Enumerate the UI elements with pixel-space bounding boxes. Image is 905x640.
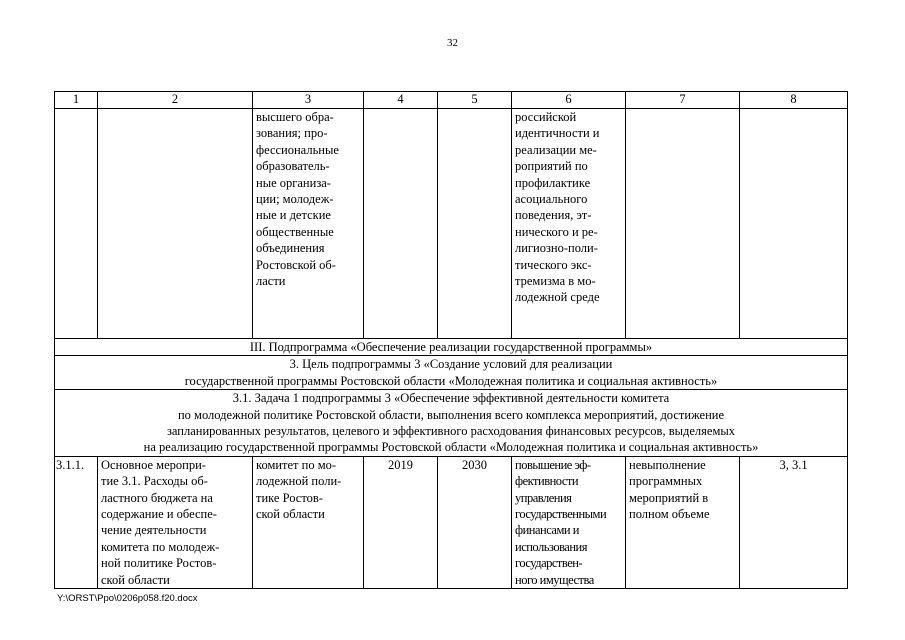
table-cell [626,109,740,339]
table-cell [740,109,848,339]
table-cell [98,109,253,339]
column-header: 3 [253,92,364,109]
table-cell [55,109,98,339]
goal-title: 3. Цель подпрограммы 3 «Создание условий для реализации государственной программы Ростовской области «Молодежная политика и социальная активность» [55,356,848,390]
column-header: 6 [512,92,626,109]
indicator-link-cell: 3, 3.1 [740,456,848,588]
section-row-subprogram [55,339,848,356]
table-cell [438,109,512,339]
consequences-cell: невыполнение программных мероприятий в полном объеме [626,456,740,588]
measure-name-cell: Основное меропри- тие 3.1. Расходы об- ластного бюджета на содержание и обеспе- чение деятельности комитета по молодеж- ной политике Ростов- ской области [98,456,253,588]
executor-cell: высшего обра- зования; про- фессиональные образователь- ные организа- ции; молодеж- ные и детские общественные объединения Ростовской об- ласти [253,109,364,339]
subprogram-title: III. Подпрограмма «Обеспечение реализации государственной программы» [55,339,848,356]
result-cell: российской идентичности и реализации ме- роприятий по профилактике асоциального поведения, эт- нического и ре- лигиозно-поли- тического экс- тремизма в мо- лодежной среде [512,109,626,339]
column-number-row [55,92,848,109]
column-header: 1 [55,92,98,109]
column-header: 7 [626,92,740,109]
executor-cell: комитет по мо- лодежной поли- тике Ростов- ской области [253,456,364,588]
start-year-cell: 2019 [364,456,438,588]
column-header: 2 [98,92,253,109]
file-path-footer: Y:\ORST\Ppo\0206p058.f20.docx [57,593,198,604]
column-header: 8 [740,92,848,109]
table-row [55,456,848,588]
item-number-cell: 3.1.1. [55,456,98,588]
table-cell [364,109,438,339]
table-row [55,109,848,339]
section-row-task [55,390,848,457]
column-header: 4 [364,92,438,109]
program-table [54,91,848,589]
end-year-cell: 2030 [438,456,512,588]
task-title: 3.1. Задача 1 подпрограммы 3 «Обеспечение эффективной деятельности комитета по молодежной политике Ростовской области, выполнения всего комплекса мероприятий, достижение запланированных результатов, целевого и эффективного расходования финансовых ресурсов, выделяемых на реализацию государственной программы Ростовской области «Молодежная политика и социальная активность» [55,390,848,457]
expected-result-cell: повышение эф- фективности управления государственными финансами и использования государствен- ного имущества [512,456,626,588]
section-row-goal [55,356,848,390]
page-number: 32 [447,37,458,49]
column-header: 5 [438,92,512,109]
